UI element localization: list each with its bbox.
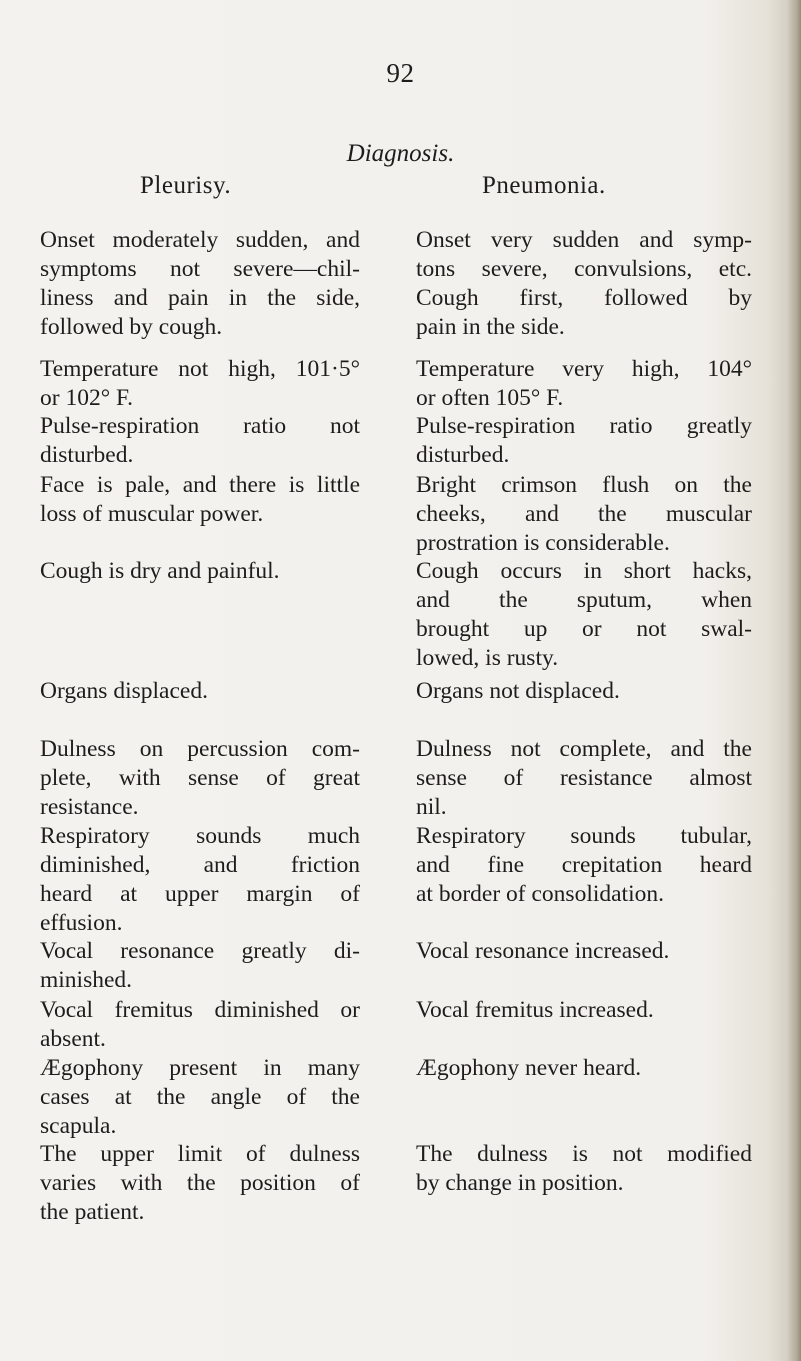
pleurisy-entry <box>40 471 360 529</box>
text-line: followed by cough. <box>40 314 223 340</box>
pleurisy-entry <box>40 1140 360 1227</box>
text-line: Cough occurs in short hacks, <box>416 558 752 584</box>
pleurisy-entry <box>40 412 360 470</box>
text-line: Pulse-respiration ratio not <box>40 413 360 439</box>
text-line: Ægophony present in many <box>40 1055 360 1081</box>
text-line: plete, with sense of great <box>40 765 360 791</box>
pneumonia-entry <box>416 735 752 822</box>
pleurisy-entry <box>40 1054 360 1141</box>
text-line: Pulse-respiration ratio greatly <box>416 413 752 439</box>
text-line: Organs displaced. <box>40 678 208 704</box>
text-line: Onset very sudden and symp- <box>416 227 752 253</box>
pneumonia-entry <box>416 226 752 342</box>
text-line: or 102° F. <box>40 385 134 411</box>
text-line: Organs not displaced. <box>416 678 620 704</box>
text-line: disturbed. <box>416 442 510 468</box>
text-line: Onset moderately sudden, and <box>40 227 360 253</box>
text-line: and the sputum, when <box>416 587 752 613</box>
text-line: The dulness is not modified <box>416 1141 752 1167</box>
text-line: varies with the position of <box>40 1170 360 1196</box>
text-line: sense of resistance almost <box>416 765 752 791</box>
text-line: Cough first, followed by <box>416 285 752 311</box>
pneumonia-entry <box>416 471 752 558</box>
pneumonia-entry <box>416 355 752 413</box>
text-line: liness and pain in the side, <box>40 285 360 311</box>
text-line: Vocal fremitus diminished or <box>40 997 360 1023</box>
text-line: Ægophony never heard. <box>416 1055 642 1081</box>
pleurisy-entry <box>40 996 360 1054</box>
text-line: and fine crepitation heard <box>416 852 752 878</box>
pneumonia-entry <box>416 1054 752 1083</box>
text-line: minished. <box>40 967 133 993</box>
text-line: symptoms not severe—chil- <box>40 256 360 282</box>
pneumonia-entry <box>416 996 752 1025</box>
text-line: absent. <box>40 1026 106 1052</box>
text-line: Dulness not complete, and the <box>416 736 752 762</box>
text-line: disturbed. <box>40 442 134 468</box>
text-line: Temperature not high, 101·5° <box>40 356 360 382</box>
text-line: tons severe, convulsions, etc. <box>416 256 752 282</box>
pneumonia-entry <box>416 412 752 470</box>
pneumonia-entry <box>416 822 752 909</box>
pleurisy-entry <box>40 677 360 706</box>
text-line: effusion. <box>40 910 123 936</box>
pneumonia-entry <box>416 1140 752 1198</box>
text-line: at border of consolidation. <box>416 881 664 907</box>
pleurisy-entry <box>40 937 360 995</box>
text-line: Bright crimson flush on the <box>416 472 752 498</box>
page-title: Diagnosis. <box>346 140 455 167</box>
text-line: Cough is dry and painful. <box>40 558 280 584</box>
text-line: loss of muscular power. <box>40 501 264 527</box>
text-line: prostration is considerable. <box>416 530 670 556</box>
pneumonia-entry <box>416 937 752 966</box>
text-line: Vocal resonance greatly di- <box>40 938 360 964</box>
pneumonia-entry <box>416 557 752 673</box>
pleurisy-entry <box>40 226 360 342</box>
text-line: scapula. <box>40 1113 117 1139</box>
pleurisy-entry <box>40 557 360 586</box>
text-line: Respiratory sounds much <box>40 823 360 849</box>
text-line: or often 105° F. <box>416 385 564 411</box>
text-line: resistance. <box>40 794 139 820</box>
text-line: pain in the side. <box>416 314 565 340</box>
pneumonia-entry <box>416 677 752 706</box>
pleurisy-entry <box>40 822 360 938</box>
text-line: Vocal fremitus increased. <box>416 997 654 1023</box>
text-line: Respiratory sounds tubular, <box>416 823 752 849</box>
text-line: The upper limit of dulness <box>40 1141 360 1167</box>
text-line: nil. <box>416 794 447 820</box>
text-line: Face is pale, and there is little <box>40 472 360 498</box>
page-edge-shadow <box>787 0 801 1361</box>
page-number: 92 <box>386 58 415 88</box>
column-heading-pneumonia: Pneumonia. <box>482 172 606 199</box>
text-line: diminished, and friction <box>40 852 360 878</box>
pleurisy-entry <box>40 735 360 822</box>
pleurisy-entry <box>40 355 360 413</box>
text-line: by change in position. <box>416 1170 624 1196</box>
text-line: heard at upper margin of <box>40 881 360 907</box>
text-line: brought up or not swal- <box>416 616 752 642</box>
text-line: lowed, is rusty. <box>416 645 559 671</box>
text-line: Dulness on percussion com- <box>40 736 360 762</box>
text-line: cases at the angle of the <box>40 1084 360 1110</box>
column-heading-pleurisy: Pleurisy. <box>140 172 232 199</box>
text-line: Temperature very high, 104° <box>416 356 752 382</box>
text-line: cheeks, and the muscular <box>416 501 752 527</box>
text-line: Vocal resonance increased. <box>416 938 670 964</box>
text-line: the patient. <box>40 1199 145 1225</box>
